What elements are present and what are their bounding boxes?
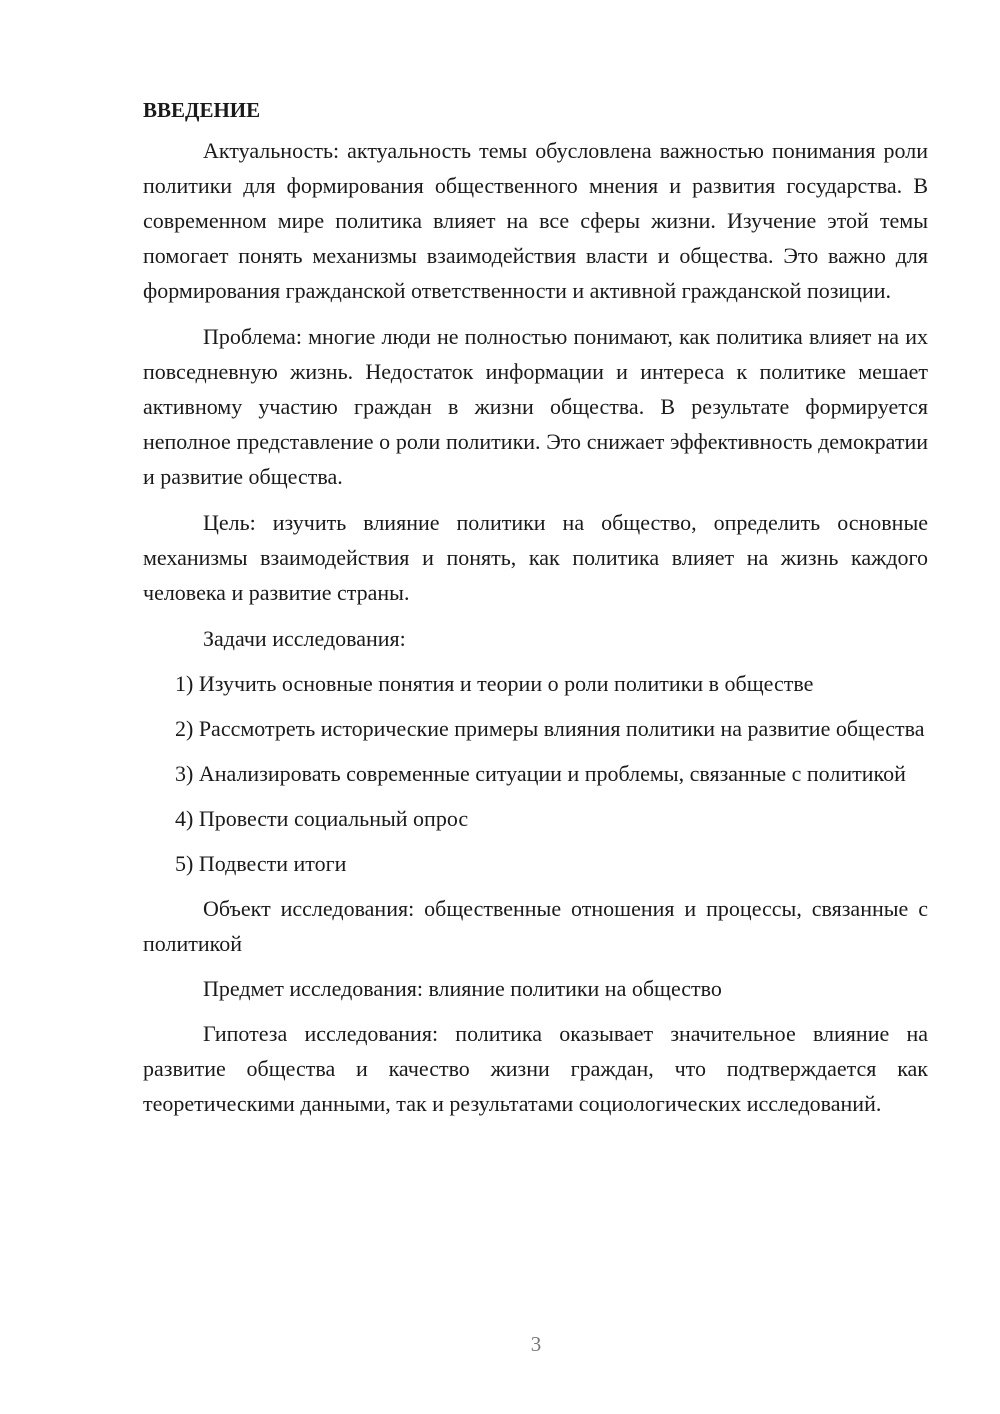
subject-paragraph: Предмет исследования: влияние политики на общество: [203, 976, 722, 1001]
page-number: 3: [530, 1332, 542, 1356]
task-item: 1) Изучить основные понятия и теории о роли политики в обществе: [175, 671, 814, 696]
page-title: ВВЕДЕНИЕ: [143, 98, 261, 122]
task-item: 4) Провести социальный опрос: [175, 806, 469, 831]
goal-paragraph: Цель: изучить влияние политики на общество, определить основные механизмы взаимодействия и понять, как политика влияет на жизнь каждого человека и развитие страны.: [143, 510, 928, 605]
problem-paragraph: Проблема: многие люди не полностью понимают, как политика влияет на их повседневную жизнь. Недостаток информации и интереса к политике мешает активному участию граждан в жизни общества. В результате формируется неполное представление о роли политики. Это снижает эффективность демократии и развитие общества.: [143, 324, 928, 489]
relevance-paragraph: Актуальность: актуальность темы обусловлена важностью понимания роли политики для формирования общественного мнения и развития государства. В современном мире политика влияет на все сферы жизни. Изучение этой темы помогает понять механизмы взаимодействия власти и общества. Это важно для формирования гражданской ответственности и активной гражданской позиции.: [143, 138, 928, 303]
object-paragraph: Объект исследования: общественные отношения и процессы, связанные с политикой: [143, 896, 928, 956]
task-item: 5) Подвести итоги: [175, 851, 347, 876]
hypothesis-paragraph: Гипотеза исследования: политика оказывает значительное влияние на развитие общества и качество жизни граждан, что подтверждается как теоретическими данными, так и результатами социологических исследований.: [143, 1021, 928, 1116]
task-item: 2) Рассмотреть исторические примеры влияния политики на развитие общества: [175, 716, 925, 741]
page-content: [143, 93, 928, 1121]
task-item: 3) Анализировать современные ситуации и проблемы, связанные с политикой: [175, 761, 906, 786]
tasks-heading: Задачи исследования:: [203, 626, 406, 651]
